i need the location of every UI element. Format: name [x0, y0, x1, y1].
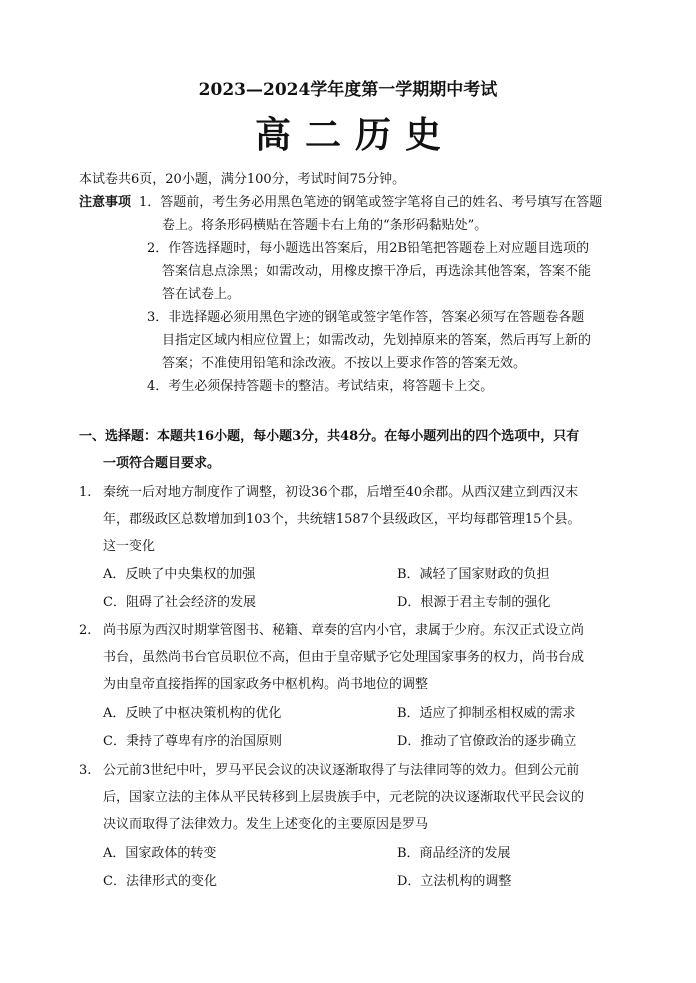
question-3-option-d[interactable]: D．立法机构的调整	[397, 874, 512, 889]
subject-title: 高二历史	[254, 114, 455, 156]
question-1-stem-line-2: 年，郡级政区总数增加到103个，共统辖1587个县级政区，平均每郡管理15个县。	[103, 512, 581, 527]
notice-item-2-line-1: 2．作答选择题时，每小题选出答案后，用2B铅笔把答题卷上对应题目选项的	[147, 241, 590, 256]
notice-item-2-line-2: 答案信息点涂黑；如需改动，用橡皮擦干净后，再选涂其他答案，答案不能	[162, 264, 592, 279]
question-2-stem-line-2: 书台，虽然尚书台官员职位不高，但由于皇帝赋予它处理国家事务的权力，尚书台成	[103, 650, 585, 665]
question-1-number: 1.	[79, 485, 92, 500]
notice-item-3-line-3: 答案；不准使用铅笔和涂改液。不按以上要求作答的答案无效。	[162, 356, 527, 371]
question-3-option-c[interactable]: C．法律形式的变化	[103, 874, 217, 889]
question-2-option-b[interactable]: B．适应了抑制丞相权威的需求	[397, 706, 576, 721]
question-1-option-d[interactable]: D．根源于君主专制的强化	[397, 595, 551, 610]
notice-item-1-line-2: 卷上。将条形码横贴在答题卡右上角的“条形码黏贴处”。	[162, 218, 488, 233]
question-2-number: 2.	[79, 623, 92, 638]
question-2-option-a[interactable]: A．反映了中枢决策机构的优化	[103, 706, 282, 721]
notice-item-3-line-2: 目指定区域内相应位置上；如需改动，先划掉原来的答案，然后再写上新的	[162, 333, 592, 348]
question-1-stem-line-3: 这一变化	[103, 539, 156, 554]
question-3-option-a[interactable]: A．国家政体的转变	[103, 846, 217, 861]
notice-item-2-line-3: 答在试卷上。	[162, 287, 241, 302]
question-2-option-c[interactable]: C．秉持了尊卑有序的治国原则	[103, 734, 282, 749]
question-2-option-d[interactable]: D．推动了官僚政治的逐步确立	[397, 734, 577, 749]
question-1-option-a[interactable]: A．反映了中央集权的加强	[103, 567, 256, 582]
section-heading-line-1: 一、选择题：本题共16小题，每小题3分，共48分。在每小题列出的四个选项中，只有	[79, 429, 580, 444]
section-heading-line-2: 一项符合题目要求。	[103, 456, 221, 471]
notice-item-4-line-1: 4．考生必须保持答题卡的整洁。考试结束，将答题卡上交。	[147, 379, 494, 394]
question-1-option-b[interactable]: B．减轻了国家财政的负担	[397, 567, 550, 582]
question-3-stem-line-1: 公元前3世纪中叶，罗马平民会议的决议逐渐取得了与法律同等的效力。但到公元前	[103, 763, 580, 778]
notice-item-1-line-1: 1．答题前，考生务必用黑色笔迹的钢笔或签字笔将自己的姓名、考号填写在答题	[139, 195, 603, 210]
question-2-stem-line-1: 尚书原为西汉时期掌管图书、秘籍、章奏的宫内小官，隶属于少府。东汉正式设立尚	[103, 623, 585, 638]
question-3-option-b[interactable]: B．商品经济的发展	[397, 846, 511, 861]
question-3-stem-line-3: 决议而取得了法律效力。发生上述变化的主要原因是罗马	[103, 817, 429, 832]
question-1-stem-line-1: 秦统一后对地方制度作了调整，初设36个郡，后增至40余郡。从西汉建立到西汉末	[103, 485, 579, 500]
question-2-stem-line-3: 为由皇帝直接指挥的国家政务中枢机构。尚书地位的调整	[103, 677, 429, 692]
intro-text: 本试卷共6页，20小题，满分100分，考试时间75分钟。	[79, 172, 406, 187]
exam-title: 2023—2024学年度第一学期期中考试	[198, 80, 498, 100]
question-1-option-c[interactable]: C．阻碍了社会经济的发展	[103, 595, 256, 610]
question-3-number: 3.	[79, 763, 92, 778]
question-3-stem-line-2: 后，国家立法的主体从平民转移到上层贵族手中，元老院的决议逐渐取代平民会议的	[103, 790, 585, 805]
notice-label: 注意事项	[79, 195, 132, 210]
notice-item-3-line-1: 3．非选择题必须用黑色字迹的钢笔或签字笔作答，答案必须写在答题卷各题	[147, 310, 585, 325]
